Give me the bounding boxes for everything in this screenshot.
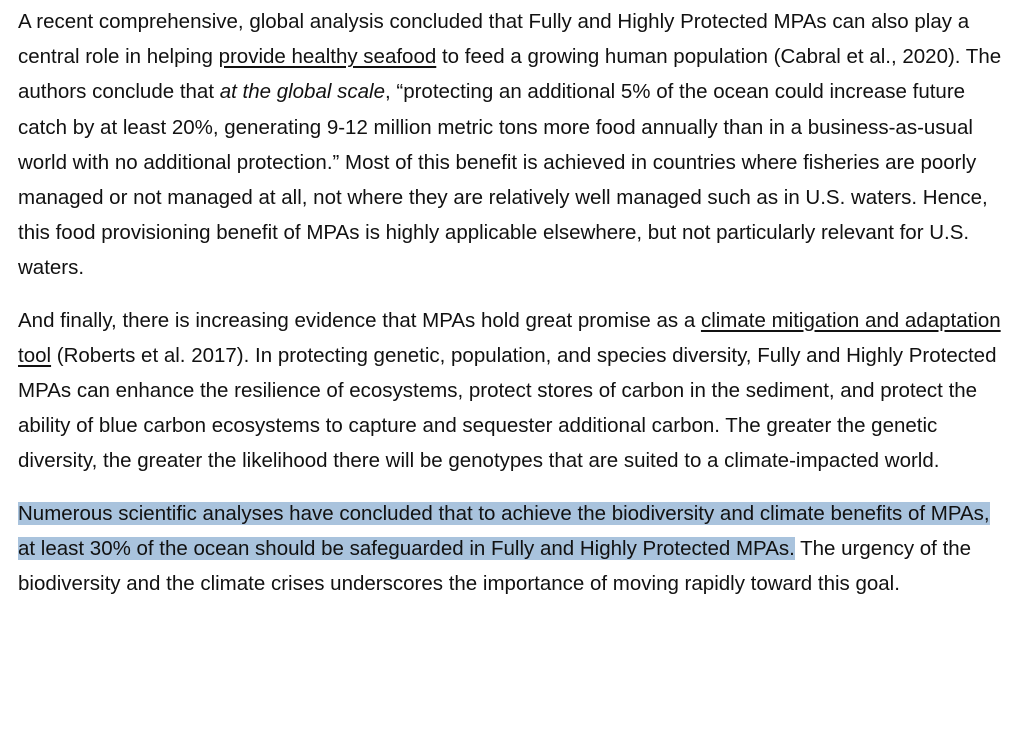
link-provide-healthy-seafood[interactable]: provide healthy seafood [218,45,437,69]
paragraph-climate [18,303,1008,479]
paragraph-seafood [18,4,1008,286]
paragraph-text: (Roberts et al. 2017). In protecting genetic, population, and species diversity, Fully and Highly Protected MPAs can enhance the resilience of ecosystems, protect stores of carbon in the sediment, and protect the ability of blue carbon ecosystems to capture and sequester additional carbon. The greater the genetic diversity, the greater the likelihood there will be genotypes that are suited to a climate-impacted world. [18,343,997,473]
italic-phrase: at the global scale [219,80,385,104]
paragraph-text: A recent comprehensive, global analysis concluded that Fully and Highly Protected MPAs can also play a central role in helping [18,10,970,69]
paragraph-text: to feed a growing human population (Cabral et al., 2020). The authors conclude that [18,45,1002,104]
document-body [18,4,1008,601]
paragraph-thirty-percent [18,496,1008,602]
link-climate-mitigation-tool[interactable]: climate mitigation and adaptation tool [18,308,1001,367]
paragraph-text: And finally, there is increasing evidence that MPAs hold great promise as a [18,308,701,332]
paragraph-text: The urgency of the biodiversity and the climate crises underscores the importance of moving rapidly toward this goal. [18,536,972,596]
selected-text-highlight[interactable]: Numerous scientific analyses have concluded that to achieve the biodiversity and climate benefits of MPAs, at least 30% of the ocean should be safeguarded in Fully and Highly Protected MPAs. [18,501,990,560]
paragraph-text: , “protecting an additional 5% of the ocean could increase future catch by at least 20%, generating 9-12 million metric tons more food annually than in a business-as-usual world with no additional protection.” Most of this benefit is achieved in countries where fisheries are poorly managed or not managed at all, not where they are relatively well managed such as in U.S. waters. Hence, this food provisioning benefit of MPAs is highly applicable elsewhere, but not particularly relevant for U.S. waters. [18,80,988,280]
